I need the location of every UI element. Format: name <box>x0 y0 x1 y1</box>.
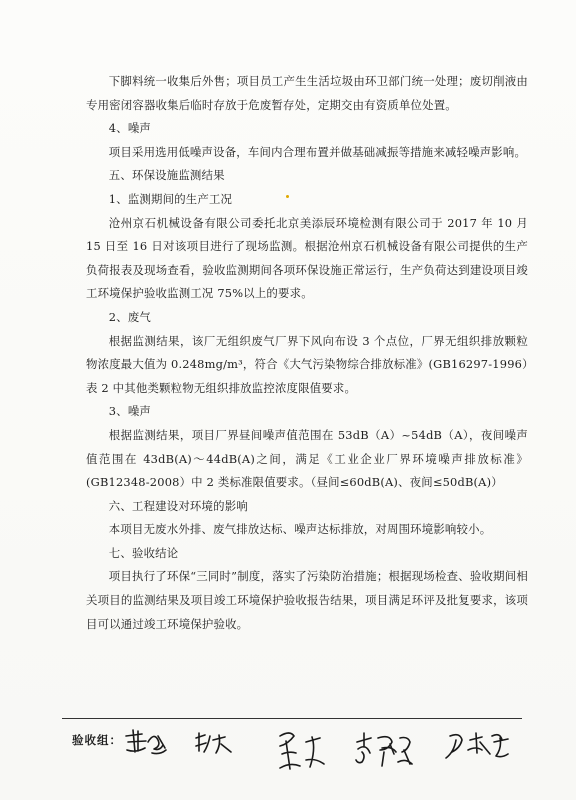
ink-dot-mark <box>286 195 289 198</box>
paragraph-environmental-impact: 本项目无废水外排、废气排放达标、噪声达标排放，对周围环境影响较小。 <box>108 522 492 537</box>
signature-label: 验收组： <box>72 733 122 747</box>
signature-5 <box>446 733 508 758</box>
heading-monitoring-results: 五、环保设施监测结果 <box>108 168 225 183</box>
paragraph-conclusion: 项目执行了环保“三同时”制度，落实了污染防治措施；根据现场检查、验收期间相关项目的监测结果及项目竣工环境保护验收报告结果，项目满足环评及批复要求，该项目可以通过竣工环境保护验收。 <box>86 569 528 631</box>
signature-1 <box>126 730 166 754</box>
paragraph-production-conditions: 沧州京石机械设备有限公司委托北京美添辰环境检测有限公司于 2017 年 10 月 15 日至 16 日对该项目进行了现场监测。根据沧州京石机械设备有限公司提供的生产负荷报表及现场查看，验收监测期间各项环保设施正常运行，生产负荷达到建设项目竣工环境保护验收监测工况 75%以上的要求。 <box>86 215 528 301</box>
paragraph-noise-measures: 项目采用选用低噪声设备，车间内合理布置并做基础减振等措施来减轻噪声影响。 <box>108 144 527 159</box>
signature-3 <box>280 733 324 769</box>
heading-production-conditions: 1、监测期间的生产工况 <box>108 191 233 206</box>
signature-2 <box>196 733 231 753</box>
paragraph-exhaust-gas: 根据监测结果，该厂无组织废气厂界下风向布设 3 个点位，厂界无组织排放颗粒物浓度最大值为 0.248mg/m³，符合《大气污染物综合排放标准》(GB16297-1996）表 2 中其他类颗粒物无组织排放监控浓度限值要求。 <box>86 333 528 395</box>
signature-divider <box>62 718 522 719</box>
heading-noise-measures: 4、噪声 <box>108 121 152 136</box>
paragraph-noise-results: 根据监测结果，项目厂界昼间噪声值范围在 53dB（A）~54dB（A），夜间噪声值范围在 43dB(A)～44dB(A)之间，满足《工业企业厂界环境噪声排放标准》(GB12348-2008）中 2 类标准限值要求。（昼间≤60dB(A)、夜间≤50dB(A)） <box>86 427 528 490</box>
signature-4 <box>356 733 412 766</box>
heading-noise-results: 3、噪声 <box>108 404 152 419</box>
heading-environmental-impact: 六、工程建设对环境的影响 <box>108 498 248 513</box>
heading-exhaust-gas: 2、废气 <box>108 309 152 324</box>
paragraph-waste: 下脚料统一收集后外售；项目员工产生生活垃圾由环卫部门统一处理；废切削液由专用密闭容器收集后临时存放于危废暂存处，定期交由有资质单位处置。 <box>86 74 528 112</box>
document-body <box>86 70 528 636</box>
heading-conclusion: 七、验收结论 <box>108 545 179 560</box>
